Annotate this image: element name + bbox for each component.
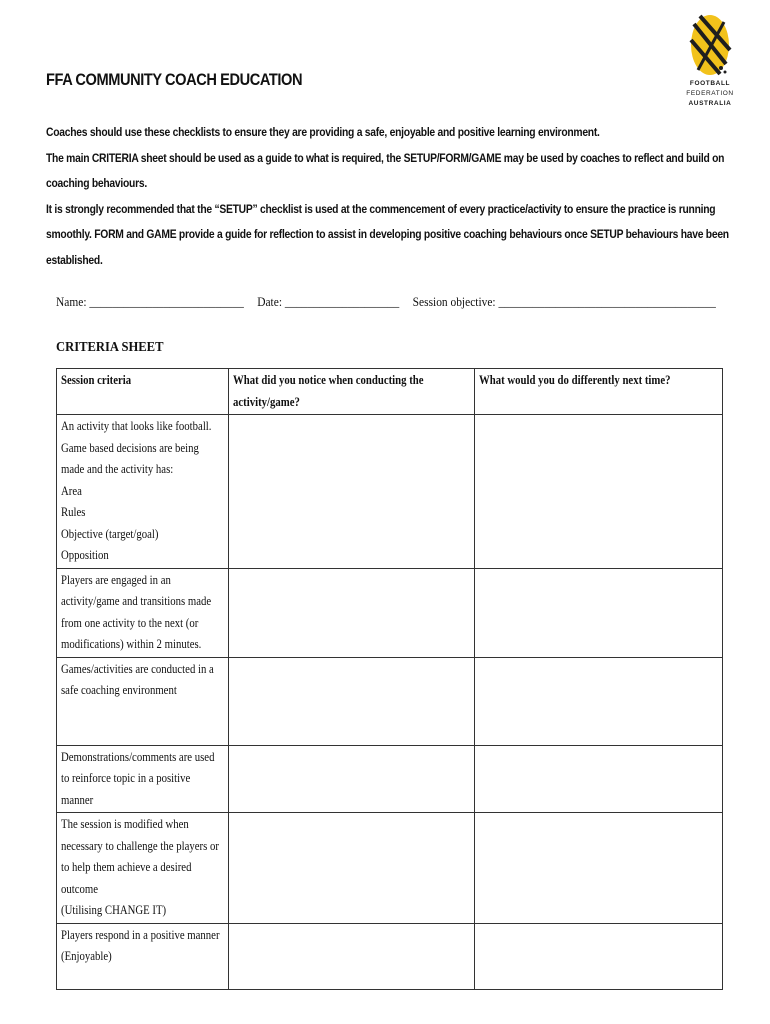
table-header-row	[57, 369, 723, 415]
table-row	[57, 568, 723, 657]
notice-cell[interactable]	[229, 745, 475, 813]
differently-cell[interactable]	[475, 745, 723, 813]
header-what-did-you-notice: What did you notice when conducting the activity/game?	[229, 369, 475, 415]
ffa-logo	[680, 12, 740, 112]
criteria-cell: The session is modified when necessary to challenge the players or to help them achieve a desired outcome (Utilising CHANGE IT)	[57, 813, 229, 924]
session-fields	[56, 294, 716, 310]
intro-paragraph-3: It is strongly recommended that the “SETUP” checklist is used at the commencement of every practice/activity to ensure the practice is running smoothly. FORM and GAME provide a guide for reflection to assist in developing positive coaching behaviours once SETUP behaviours have been established.	[46, 201, 729, 267]
notice-cell[interactable]	[229, 813, 475, 924]
page-title: FFA COMMUNITY COACH EDUCATION	[46, 70, 303, 89]
criteria-cell: Players are engaged in an activity/game and transitions made from one activity to the next (or modifications) within 2 minutes.	[57, 568, 229, 657]
header-session-criteria: Session criteria	[57, 369, 229, 415]
logo-text-line3: AUSTRALIA	[688, 100, 732, 107]
intro-paragraph-2: The main CRITERIA sheet should be used as a guide to what is required, the SETUP/FORM/GAME may be used by coaches to reflect and build on coaching behaviours.	[46, 150, 725, 190]
criteria-cell: Demonstrations/comments are used to reinforce topic in a positive manner	[57, 745, 229, 813]
differently-cell[interactable]	[475, 813, 723, 924]
notice-cell[interactable]	[229, 415, 475, 569]
logo-text-line2: FEDERATION	[686, 90, 734, 97]
table-row	[57, 657, 723, 745]
differently-cell[interactable]	[475, 657, 723, 745]
ffa-logo-icon	[680, 12, 740, 78]
date-field[interactable]: Date: ____________________	[257, 294, 400, 309]
intro-paragraph-1: Coaches should use these checklists to ensure they are providing a safe, enjoyable and positive learning environment.	[46, 125, 600, 139]
notice-cell[interactable]	[229, 657, 475, 745]
differently-cell[interactable]	[475, 415, 723, 569]
criteria-table	[56, 368, 723, 990]
intro-text	[46, 120, 746, 273]
table-row	[57, 415, 723, 569]
table-row	[57, 813, 723, 924]
notice-cell[interactable]	[229, 923, 475, 989]
logo-text-line1: FOOTBALL	[689, 80, 731, 87]
criteria-cell: An activity that looks like football. Game based decisions are being made and the activity has: Area Rules Objective (target/goal) Opposition	[57, 415, 229, 569]
header-what-would-you-do: What would you do differently next time?	[475, 369, 723, 415]
table-row	[57, 923, 723, 989]
criteria-sheet-title: CRITERIA SHEET	[56, 340, 164, 355]
table-row	[57, 745, 723, 813]
notice-cell[interactable]	[229, 568, 475, 657]
differently-cell[interactable]	[475, 923, 723, 989]
differently-cell[interactable]	[475, 568, 723, 657]
session-objective-field[interactable]: Session objective: ______________________________________	[412, 294, 716, 309]
criteria-cell: Players respond in a positive manner (Enjoyable)	[57, 923, 229, 989]
criteria-cell: Games/activities are conducted in a safe coaching environment	[57, 657, 229, 745]
name-field[interactable]: Name: ___________________________	[56, 294, 244, 309]
